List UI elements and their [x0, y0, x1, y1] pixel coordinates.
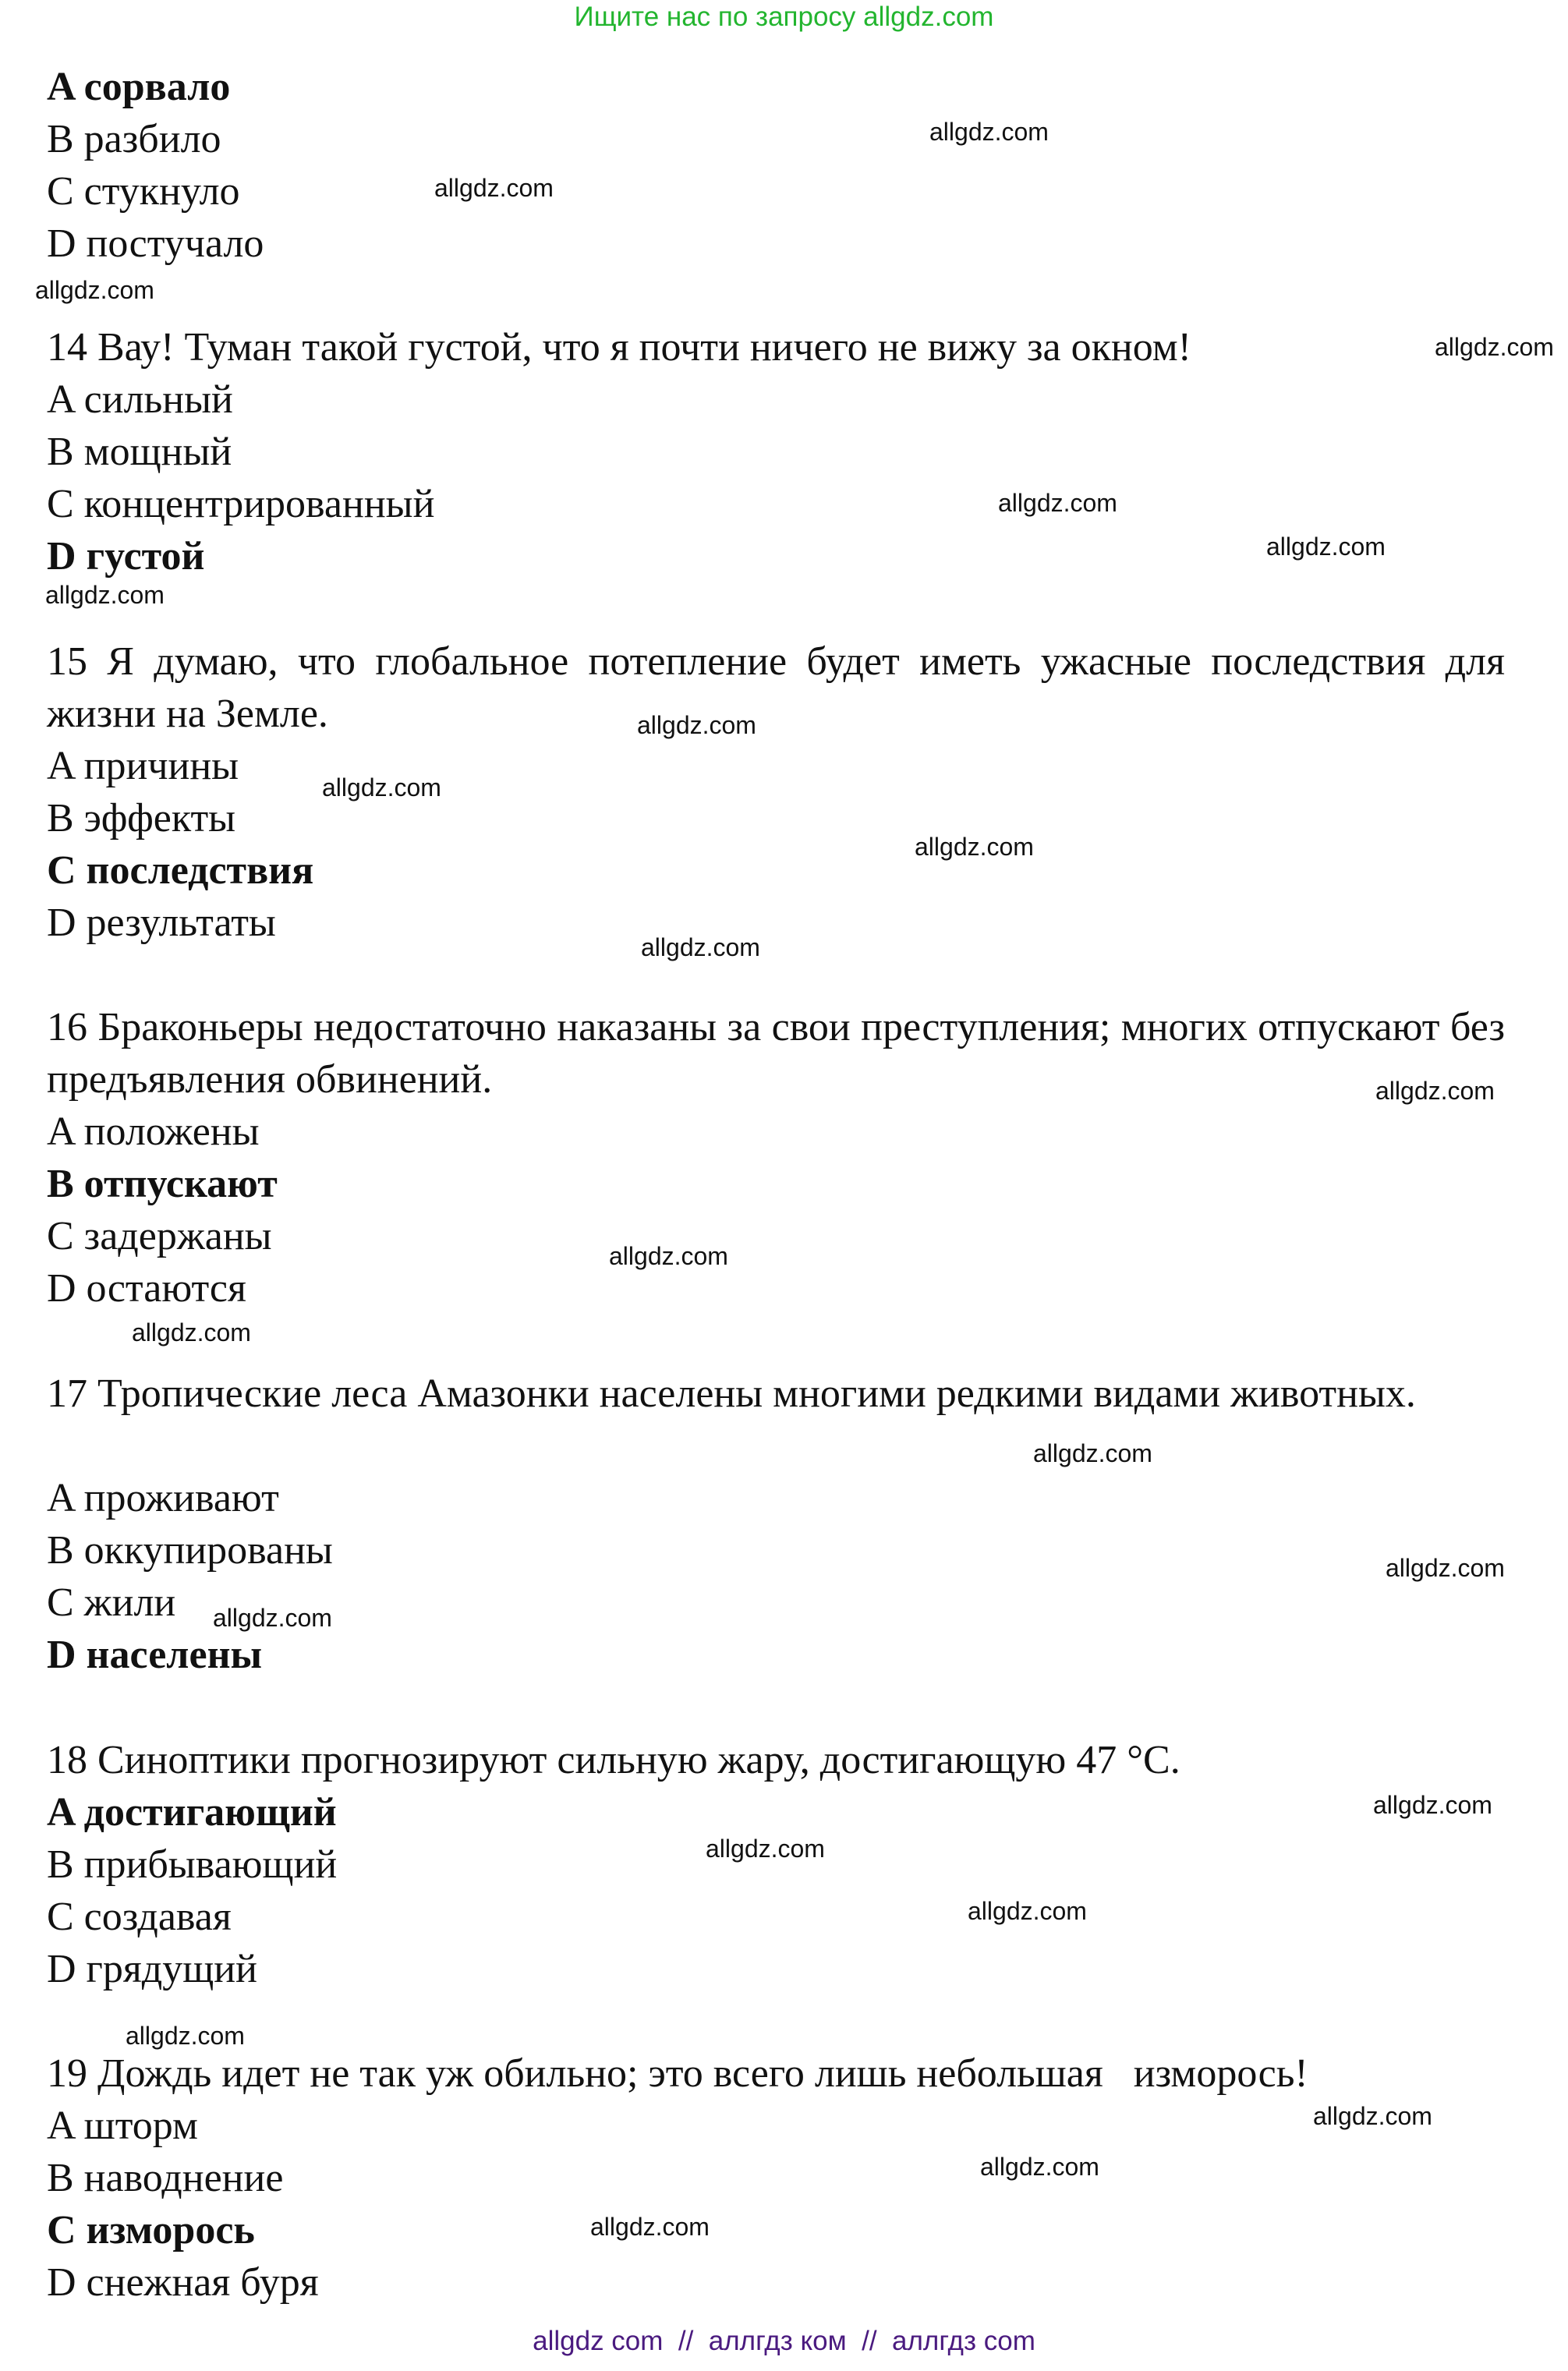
q18-option-d: D грядущий — [47, 1947, 257, 1991]
watermark: allgdz.com — [637, 711, 756, 739]
q17-option-a: A проживают — [47, 1476, 279, 1520]
watermark: allgdz.com — [915, 833, 1034, 861]
q18-option-a: A достигающий — [47, 1790, 337, 1835]
q19-option-d: D снежная буря — [47, 2260, 319, 2305]
q16-option-b: B отпускают — [47, 1162, 278, 1206]
watermark: allgdz.com — [1373, 1791, 1492, 1819]
q15-option-a: A причины — [47, 744, 239, 788]
q19-question: 19 Дождь идет не так уж обильно; это всего лишь небольшая изморось! — [47, 2051, 1308, 2096]
watermark: allgdz.com — [998, 489, 1117, 517]
q17-option-c: C жили — [47, 1580, 176, 1625]
q14-question: 14 Вау! Туман такой густой, что я почти ничего не вижу за окном! — [47, 325, 1191, 370]
q13-option-b: B разбило — [47, 117, 221, 161]
watermark: allgdz.com — [1313, 2102, 1432, 2130]
q13-option-a: A сорвало — [47, 65, 231, 109]
q19-option-b: B наводнение — [47, 2156, 284, 2200]
q18-option-c: C создавая — [47, 1895, 232, 1939]
watermark: allgdz.com — [1033, 1439, 1152, 1467]
watermark: allgdz.com — [929, 118, 1049, 146]
watermark: allgdz.com — [980, 2153, 1099, 2181]
q14-option-b: B мощный — [47, 430, 232, 474]
q19-option-a: A шторм — [47, 2104, 198, 2148]
watermark: allgdz.com — [590, 2213, 710, 2241]
watermark: allgdz.com — [1386, 1554, 1505, 1582]
watermark: allgdz.com — [706, 1835, 825, 1863]
watermark: allgdz.com — [641, 933, 760, 961]
q16-option-d: D остаются — [47, 1266, 246, 1311]
q13-option-d: D постучало — [47, 221, 264, 266]
watermark: allgdz.com — [609, 1242, 728, 1270]
q14-option-a: A сильный — [47, 377, 233, 422]
q16-option-c: C задержаны — [47, 1214, 272, 1258]
footer-links[interactable]: allgdz com // аллгдз ком // аллгдз com — [533, 2326, 1035, 2356]
q17-option-b: B оккупированы — [47, 1528, 333, 1573]
watermark: allgdz.com — [126, 2022, 245, 2050]
watermark: allgdz.com — [1435, 333, 1554, 361]
q19-option-c: C изморось — [47, 2208, 255, 2252]
q13-option-c: C стукнуло — [47, 169, 240, 214]
watermark: allgdz.com — [322, 773, 441, 802]
q15-question: 15 Я думаю, что глобальное потепление будет иметь ужасные последствия для жизни на Земле. — [47, 639, 1505, 736]
watermark: allgdz.com — [132, 1318, 251, 1347]
q15-option-c: C последствия — [47, 848, 314, 893]
q15-option-b: B эффекты — [47, 796, 236, 840]
watermark: allgdz.com — [1266, 533, 1386, 561]
q16-question: 16 Браконьеры недостаточно наказаны за свои преступления; многих отпускают без предъявления обвинений. — [47, 1005, 1505, 1102]
watermark: allgdz.com — [35, 276, 154, 304]
watermark: allgdz.com — [968, 1897, 1087, 1925]
q14-option-c: C концентрированный — [47, 482, 435, 526]
q18-question: 18 Синоптики прогнозируют сильную жару, достигающую 47 °C. — [47, 1738, 1180, 1782]
watermark: allgdz.com — [45, 581, 165, 609]
q18-option-b: B прибывающий — [47, 1842, 338, 1887]
q15-option-d: D результаты — [47, 901, 276, 945]
header-note[interactable]: Ищите нас по запросу allgdz.com — [574, 2, 994, 32]
watermark: allgdz.com — [1375, 1077, 1495, 1105]
q17-question: 17 Тропические леса Амазонки населены многими редкими видами животных. — [47, 1371, 1416, 1416]
q14-option-d: D густой — [47, 534, 205, 579]
watermark: allgdz.com — [434, 174, 554, 202]
q17-option-d: D населены — [47, 1633, 263, 1677]
q16-option-a: A положены — [47, 1109, 260, 1154]
watermark: allgdz.com — [213, 1604, 332, 1632]
